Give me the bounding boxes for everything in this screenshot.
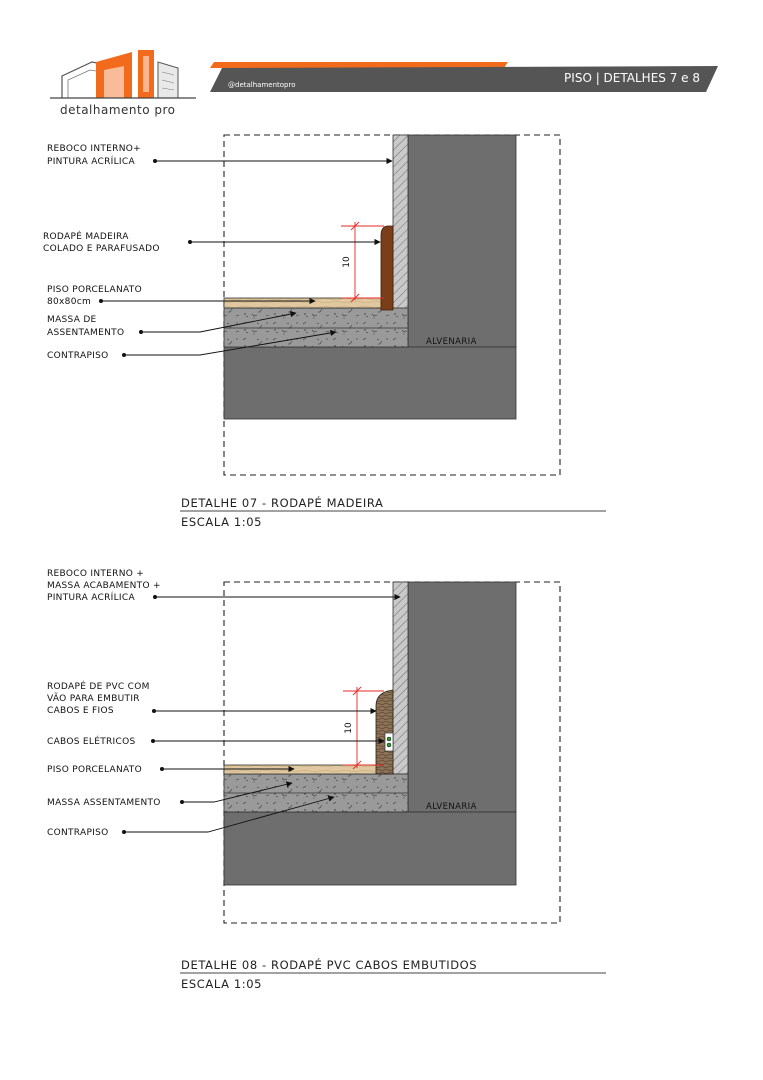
label-reboco-line2: PINTURA ACRÍLICA [47, 157, 135, 167]
label-rodape-line1: RODAPÉ MADEIRA [43, 232, 129, 242]
cable-channel [385, 733, 393, 751]
social-handle: @detalhamentopro [228, 81, 296, 89]
logo-text: detalhamento pro [60, 103, 176, 117]
label-reboco-line1: REBOCO INTERNO+ [47, 144, 141, 154]
brand-logo-icon [50, 50, 196, 98]
label-rodape-line2: VÃO PARA EMBUTIR [47, 694, 140, 704]
plaster-layer [393, 135, 408, 310]
label-massa-line2: ASSENTAMENTO [47, 328, 125, 338]
detail-07-title: DETALHE 07 - RODAPÉ MADEIRA [181, 496, 384, 510]
pvc-baseboard [376, 690, 393, 774]
label-reboco-line1: REBOCO INTERNO + [47, 569, 145, 579]
label-cabos: CABOS ELÉTRICOS [47, 737, 136, 747]
label-piso: PISO PORCELANATO [47, 765, 142, 775]
label-massa: MASSA ASSENTAMENTO [47, 798, 161, 808]
alvenaria-label: ALVENARIA [426, 802, 477, 812]
screed-layer [224, 308, 408, 347]
label-rodape-line3: CABOS E FIOS [47, 706, 114, 716]
label-massa-line1: MASSA DE [47, 315, 97, 325]
label-piso-line1: PISO PORCELANATO [47, 285, 142, 295]
page-title: PISO | DETALHES 7 e 8 [564, 71, 700, 85]
plaster-layer [393, 582, 408, 774]
alvenaria-label: ALVENARIA [426, 337, 477, 347]
detail-08-title: DETALHE 08 - RODAPÉ PVC CABOS EMBUTIDOS [181, 958, 478, 972]
detail-08 [47, 569, 606, 991]
label-reboco-line3: PINTURA ACRÍLICA [47, 593, 135, 603]
label-contrapiso: CONTRAPISO [47, 828, 109, 838]
header [50, 50, 718, 117]
slab [224, 812, 516, 885]
label-piso-line2: 80x80cm [47, 297, 92, 307]
cable-icon [387, 737, 391, 741]
dimension-value: 10 [342, 256, 352, 268]
label-rodape-line2: COLADO E PARAFUSADO [43, 244, 160, 254]
label-rodape-line1: RODAPÉ DE PVC COM [47, 682, 150, 692]
label-contrapiso: CONTRAPISO [47, 351, 109, 361]
slab [224, 347, 516, 419]
porcelain-tile [224, 298, 390, 308]
masonry-wall [408, 135, 516, 347]
dimension-value: 10 [344, 722, 354, 734]
detail-07 [43, 135, 606, 529]
cable-icon [387, 743, 391, 747]
dimension-10 [341, 222, 384, 302]
porcelain-tile [224, 765, 390, 774]
masonry-wall [408, 582, 516, 812]
detail-08-scale: ESCALA 1:05 [181, 977, 263, 991]
label-reboco-line2: MASSA ACABAMENTO + [47, 581, 161, 591]
wood-baseboard [381, 226, 393, 310]
detail-07-scale: ESCALA 1:05 [181, 515, 263, 529]
